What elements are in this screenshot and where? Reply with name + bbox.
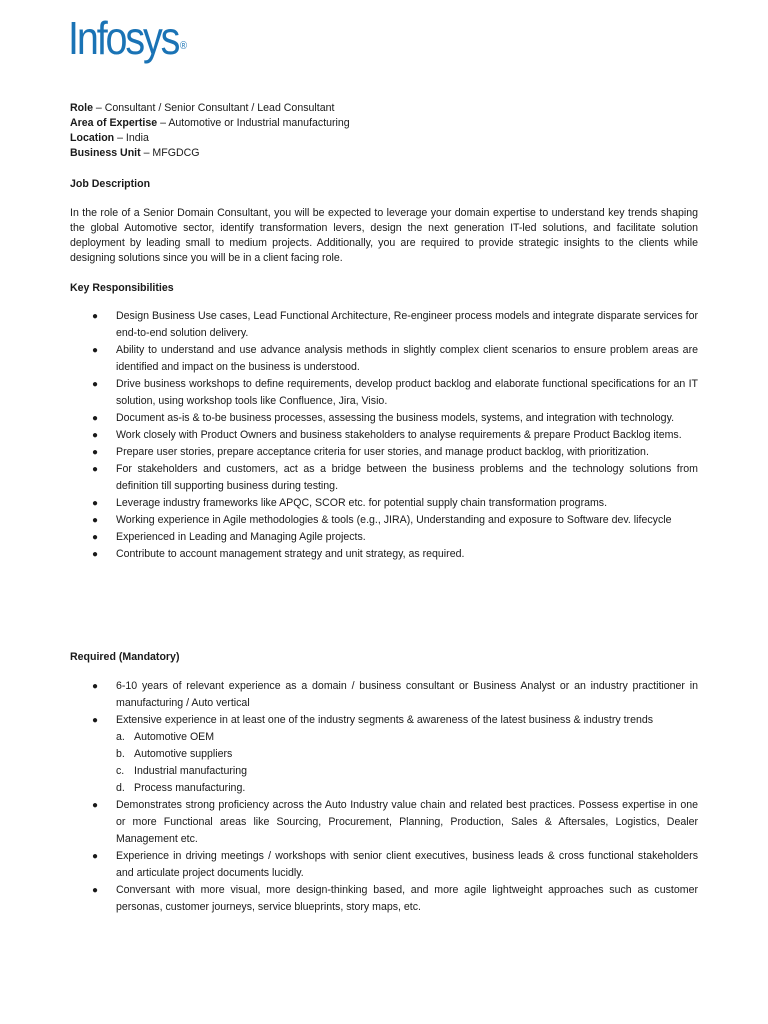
list-item: d. Process manufacturing. — [116, 782, 246, 794]
list-item: ● Drive business workshops to define requirements, develop product backlog and elaborate functional specifications for an IT solution, using workshop tools like Confluence, Jira, Visio. — [92, 378, 698, 407]
list-item: ● Ability to understand and use advance analysis methods in slightly complex client scenarios to ensure problem areas are identified and impact on the business is understood. — [92, 344, 698, 373]
role-line: Role – Consultant / Senior Consultant / Lead Consultant — [70, 102, 335, 114]
bullet-icon: ● — [92, 885, 99, 896]
location-line: Location – India — [70, 132, 149, 144]
list-item: ● Demonstrates strong proficiency across the Auto Industry value chain and related best practices. Possess expertise in one or more Functional areas like Sourcing, Procurement, Planning, Production, Sales & Aftersales, Logistics, Dealer Management etc. — [92, 799, 698, 845]
bullet-icon: ● — [92, 430, 99, 441]
list-item: ● Document as-is & to-be business processes, assessing the business models, systems, and integration with technology. — [70, 410, 698, 427]
bullet-icon: ● — [92, 800, 99, 811]
list-item: b. Automotive suppliers — [116, 748, 233, 760]
list-item: ● Leverage industry frameworks like APQC, SCOR etc. for potential supply chain transformation programs. — [70, 495, 698, 512]
list-item: ● Work closely with Product Owners and business stakeholders to analyse requirements & prepare Product Backlog items. — [70, 427, 698, 444]
list-item: ● Experienced in Leading and Managing Agile projects. — [70, 529, 698, 546]
industry-segments-list — [116, 729, 698, 797]
bullet-icon: ● — [92, 413, 99, 424]
list-item: ● Extensive experience in at least one of the industry segments & awareness of the latest business & industry trends a. Automotive OEM b. Automotive suppliers c. Industrial manufacturing d. Process manufacturing. — [70, 712, 698, 797]
bullet-icon: ● — [92, 532, 99, 543]
bullet-icon: ● — [92, 464, 99, 475]
list-item: ● Design Business Use cases, Lead Functional Architecture, Re-engineer process models and integrate disparate services for end-to-end solution delivery. — [92, 310, 698, 339]
bullet-icon: ● — [92, 311, 99, 322]
list-item: c. Industrial manufacturing — [116, 765, 248, 777]
required-heading: Required (Mandatory) — [70, 651, 180, 663]
required-list — [70, 678, 698, 916]
job-description-heading: Job Description — [70, 178, 151, 190]
list-item: a. Automotive OEM — [116, 731, 215, 743]
key-responsibilities-heading: Key Responsibilities — [70, 282, 174, 294]
job-meta — [70, 101, 700, 161]
bullet-icon: ● — [92, 681, 99, 692]
infosys-logo: Infosys ® — [68, 12, 187, 64]
bullet-icon: ● — [92, 715, 99, 726]
bullet-icon: ● — [92, 515, 99, 526]
list-item: ● Conversant with more visual, more design-thinking based, and more agile lightweight approaches such as customer personas, customer journeys, service blueprints, story maps, etc. — [92, 884, 698, 913]
bullet-icon: ● — [92, 851, 99, 862]
bullet-icon: ● — [92, 345, 99, 356]
bullet-icon: ● — [92, 447, 99, 458]
key-responsibilities-list — [70, 308, 698, 563]
list-item: ● Experience in driving meetings / workshops with senior client executives, business leads & cross functional stakeholders and articulate project documents lucidly. — [92, 850, 698, 879]
list-item: ● 6-10 years of relevant experience as a domain / business consultant or Business Analyst or an industry practitioner in manufacturing / Auto vertical — [92, 680, 698, 709]
area-line: Area of Expertise – Automotive or Industrial manufacturing — [70, 117, 350, 129]
list-item: ● Prepare user stories, prepare acceptance criteria for user stories, and manage product backlog, with prioritization. — [70, 444, 698, 461]
job-description-text: In the role of a Senior Domain Consultant, you will be expected to leverage your domain expertise to understand key trends shaping the global Automotive sector, identify transformation levers, design the next generation IT-led solutions, and facilitate solution deployment by leading small to medium projects. Additionally, you are required to provide strategic insights to the clients while designing solutions since you will be in a client facing role. — [70, 207, 698, 264]
bullet-icon: ● — [92, 549, 99, 560]
bullet-icon: ● — [92, 379, 99, 390]
list-item: ● Contribute to account management strategy and unit strategy, as required. — [70, 546, 698, 563]
business-unit-line: Business Unit – MFGDCG — [70, 147, 200, 159]
list-item: ● For stakeholders and customers, act as a bridge between the business problems and the technology solutions from definition till supporting business during testing. — [92, 463, 698, 492]
list-item: ● Working experience in Agile methodologies & tools (e.g., JIRA), Understanding and exposure to Software dev. lifecycle — [70, 512, 698, 529]
bullet-icon: ● — [92, 498, 99, 509]
